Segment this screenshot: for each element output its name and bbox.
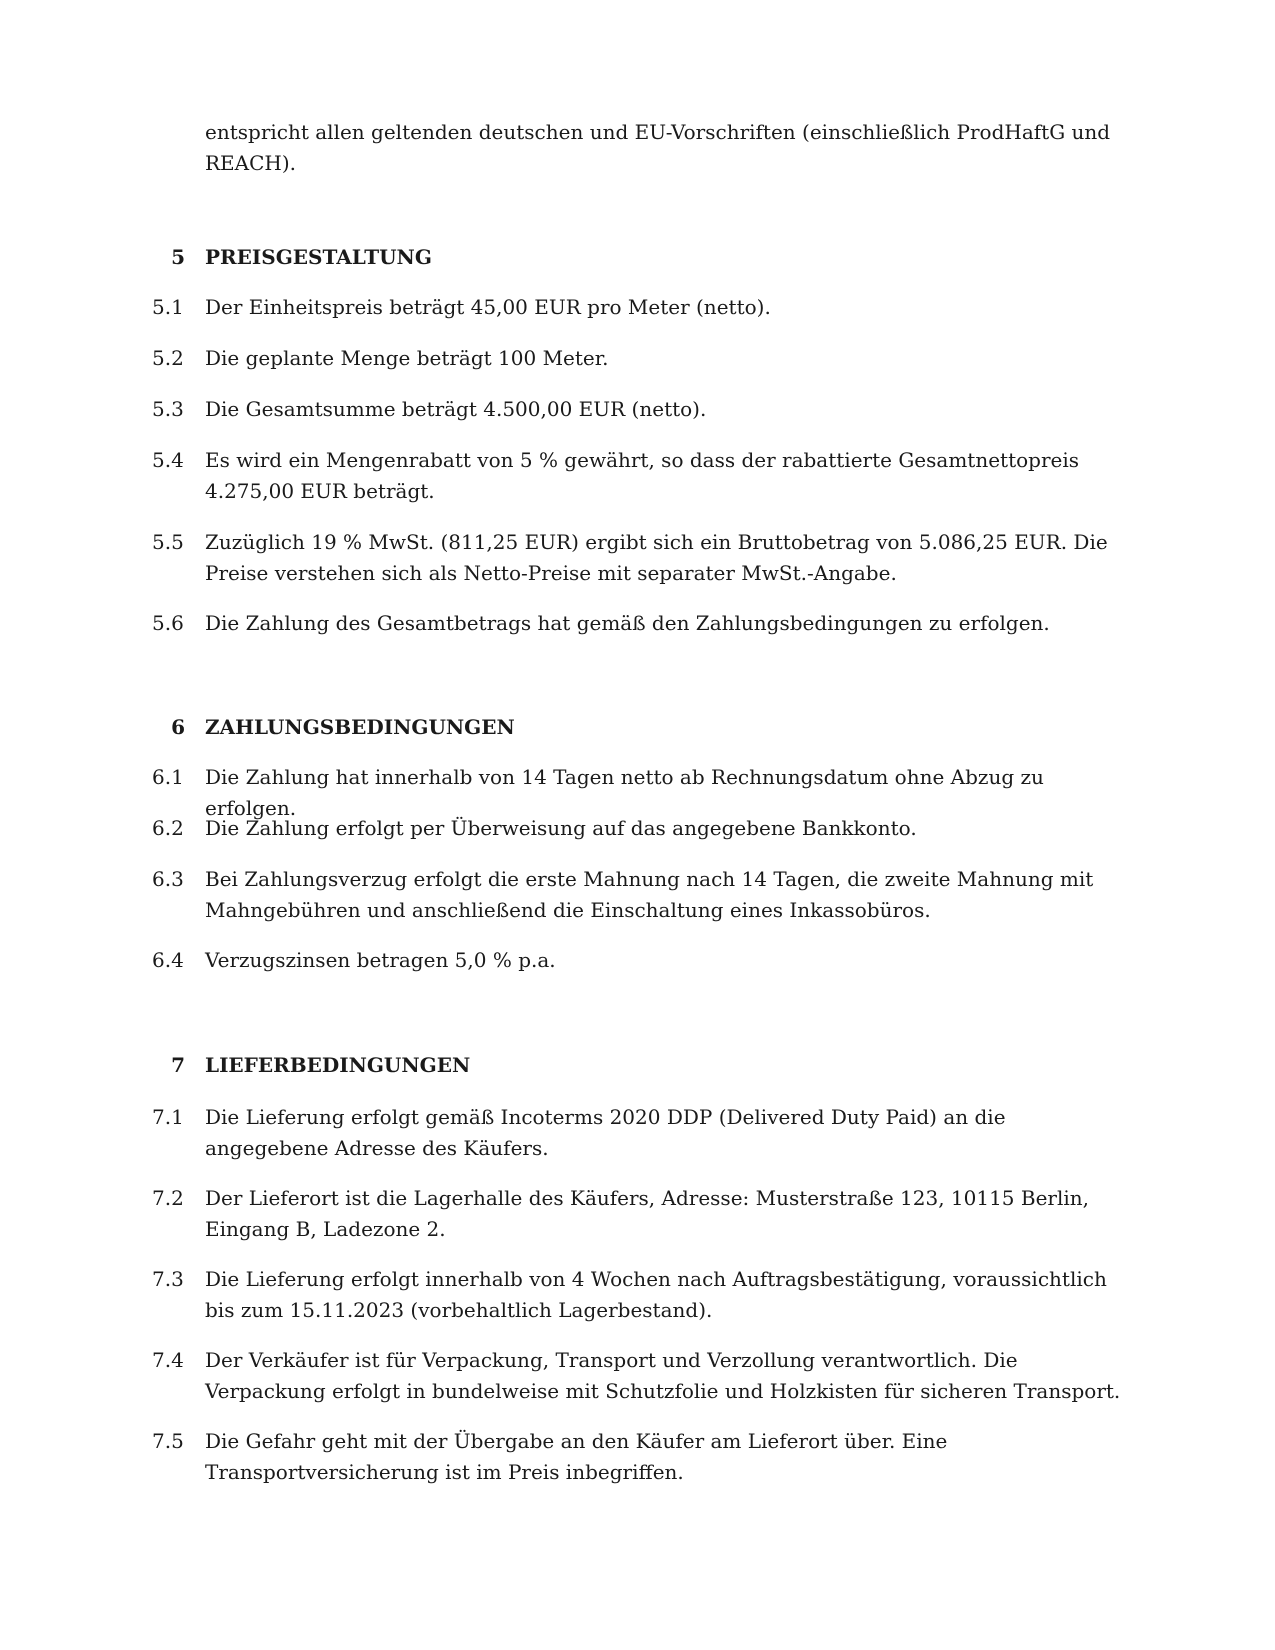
- section-number: 7: [171, 1053, 185, 1077]
- clause-text: Die Lieferung erfolgt innerhalb von 4 Wochen nach Auftragsbestätigung, voraussichtlich bis zum 15.11.2023 (vorbehaltlich Lagerbestand).: [205, 1267, 1107, 1322]
- clause-number: 5.1: [152, 295, 184, 319]
- clause-text: Der Verkäufer ist für Verpackung, Transport und Verzollung verantwortlich. Die Verpackung erfolgt in bundelweise mit Schutzfolie und Holzkisten für sicheren Transport.: [205, 1348, 1121, 1403]
- section-number: 6: [171, 715, 185, 739]
- clause-number: 7.4: [152, 1348, 184, 1372]
- clause-text: Der Lieferort ist die Lagerhalle des Käufers, Adresse: Musterstraße 123, 10115 Berlin, Eingang B, Ladezone 2.: [205, 1186, 1090, 1241]
- clause-number: 5.6: [152, 611, 184, 635]
- intro-paragraph: entspricht allen geltenden deutschen und EU-Vorschriften (einschließlich ProdHaftG und REACH).: [205, 120, 1111, 175]
- clause-number: 6.1: [152, 765, 184, 789]
- clause-text: Der Einheitspreis beträgt 45,00 EUR pro Meter (netto).: [205, 295, 771, 319]
- clause-text: Verzugszinsen betragen 5,0 % p.a.: [205, 948, 556, 972]
- section-heading: [0, 242, 1275, 273]
- clause-text: Die Gesamtsumme beträgt 4.500,00 EUR (netto).: [205, 397, 707, 421]
- clause-text: Bei Zahlungsverzug erfolgt die erste Mahnung nach 14 Tagen, die zweite Mahnung mit Mahngebühren und anschließend die Einschaltung eines Inkassobüros.: [205, 867, 1094, 922]
- clause-text: Zuzüglich 19 % MwSt. (811,25 EUR) ergibt sich ein Bruttobetrag von 5.086,25 EUR. Die Preise verstehen sich als Netto-Preise mit separater MwSt.-Angabe.: [205, 530, 1108, 585]
- clause-number: 7.2: [152, 1186, 184, 1210]
- clause-text: Die geplante Menge beträgt 100 Meter.: [205, 346, 609, 370]
- clause-text: Die Zahlung erfolgt per Überweisung auf das angegebene Bankkonto.: [205, 816, 917, 840]
- clause-number: 7.5: [152, 1429, 184, 1453]
- section-title: LIEFERBEDINGUNGEN: [205, 1053, 471, 1077]
- section-title: PREISGESTALTUNG: [205, 245, 432, 269]
- clause-text: Die Lieferung erfolgt gemäß Incoterms 2020 DDP (Delivered Duty Paid) an die angegebene Adresse des Käufers.: [205, 1105, 1006, 1160]
- clause-number: 6.2: [152, 816, 184, 840]
- clause-number: 7.1: [152, 1105, 184, 1129]
- clause-number: 5.3: [152, 397, 184, 421]
- section-heading: [0, 712, 1275, 743]
- clause-number: 6.4: [152, 948, 184, 972]
- clause-text: Die Zahlung des Gesamtbetrags hat gemäß den Zahlungsbedingungen zu erfolgen.: [205, 611, 1050, 635]
- section-heading: [0, 1050, 1275, 1081]
- clause-text: Es wird ein Mengenrabatt von 5 % gewährt, so dass der rabattierte Gesamtnettopreis 4.275,00 EUR beträgt.: [205, 448, 1080, 503]
- clause-number: 6.3: [152, 867, 184, 891]
- section-title: ZAHLUNGSBEDINGUNGEN: [205, 715, 515, 739]
- clause-number: 7.3: [152, 1267, 184, 1291]
- clause-number: 5.5: [152, 530, 184, 554]
- clause-number: 5.4: [152, 448, 184, 472]
- clause-text: Die Zahlung hat innerhalb von 14 Tagen netto ab Rechnungsdatum ohne Abzug zu erfolgen.: [205, 765, 1044, 820]
- clause-text: Die Gefahr geht mit der Übergabe an den Käufer am Lieferort über. Eine Transportversicherung ist im Preis inbegriffen.: [205, 1429, 948, 1484]
- section-number: 5: [171, 245, 185, 269]
- clause-number: 5.2: [152, 346, 184, 370]
